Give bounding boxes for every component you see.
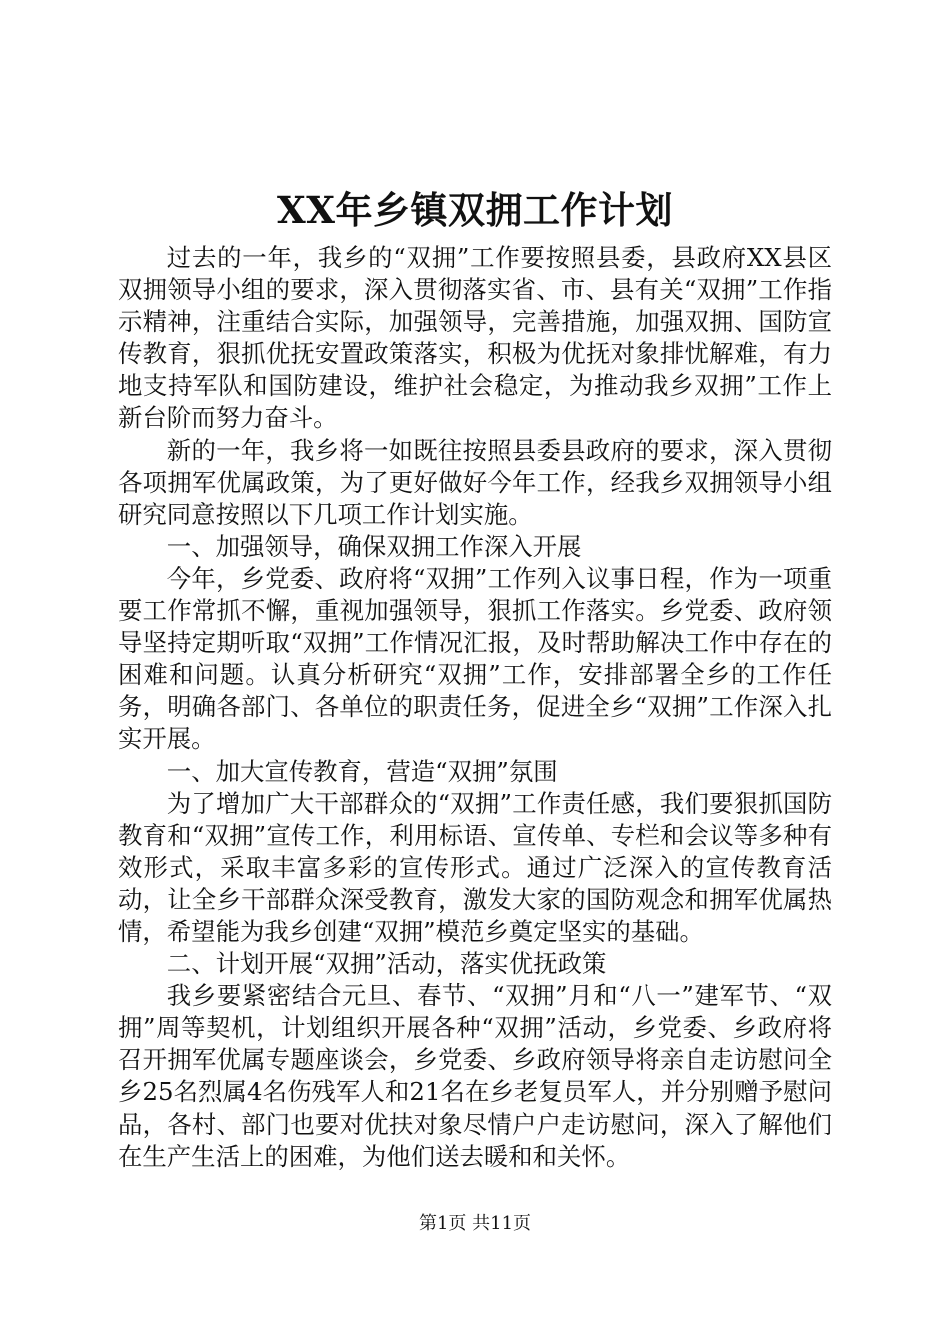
section-heading-publicity: 一、加大宣传教育，营造“双拥”氛围 bbox=[166, 756, 558, 786]
paragraph-leadership: 今年，乡党委、政府将“双拥”工作列入议事日程，作为一项重要工作常抓不懈，重视加强领导，狠抓工作落实。乡党委、政府领导坚持定期听取“双拥”工作情况汇报，及时帮助解决工作中存在的困难和问题。认真分析研究“双拥”工作，安排部署全乡的工作任务，明确各部门、各单位的职责任务，促进全乡“双拥”工作深入扎实开展。 bbox=[118, 563, 832, 754]
document-body bbox=[118, 242, 832, 1173]
document-title: XX年乡镇双拥工作计划 bbox=[277, 188, 673, 232]
paragraph-plan-intro: 新的一年，我乡将一如既往按照县委县政府的要求，深入贯彻各项拥军优属政策，为了更好做好今年工作，经我乡双拥领导小组研究同意按照以下几项工作计划实施。 bbox=[118, 435, 832, 529]
page-number-footer: 第1页 共11页 bbox=[418, 1213, 532, 1234]
paragraph-publicity: 为了增加广大干部群众的“双拥”工作责任感，我们要狠抓国防教育和“双拥”宣传工作，利用标语、宣传单、专栏和会议等多种有效形式，采取丰富多彩的宣传形式。通过广泛深入的宣传教育活动，让全乡干部群众深受教育，激发大家的国防观念和拥军优属热情，希望能为我乡创建“双拥”模范乡奠定坚实的基础。 bbox=[118, 788, 832, 946]
paragraph-activities: 我乡要紧密结合元旦、春节、“双拥”月和“八一”建军节、“双拥”周等契机，计划组织开展各种“双拥”活动，乡党委、乡政府将召开拥军优属专题座谈会，乡党委、乡政府领导将亲自走访慰问全乡25名烈属4名伤残军人和21名在乡老复员军人，并分别赠予慰问品，各村、部门也要对优扶对象尽情户户走访慰问，深入了解他们在生产生活上的困难，为他们送去暖和和关怀。 bbox=[118, 981, 832, 1171]
section-heading-leadership: 一、加强领导，确保双拥工作深入开展 bbox=[166, 531, 582, 561]
section-heading-activities: 二、计划开展“双拥”活动，落实优抚政策 bbox=[166, 949, 607, 979]
paragraph-review: 过去的一年，我乡的“双拥”工作要按照县委，县政府XX县区双拥领导小组的要求，深入贯彻落实省、市、县有关“双拥”工作指示精神，注重结合实际，加强领导，完善措施，加强双拥、国防宣传教育，狠抓优抚安置政策落实，积极为优抚对象排忧解难，有力地支持军队和国防建设，维护社会稳定，为推动我乡双拥”工作上新台阶而努力奋斗。 bbox=[118, 243, 832, 433]
